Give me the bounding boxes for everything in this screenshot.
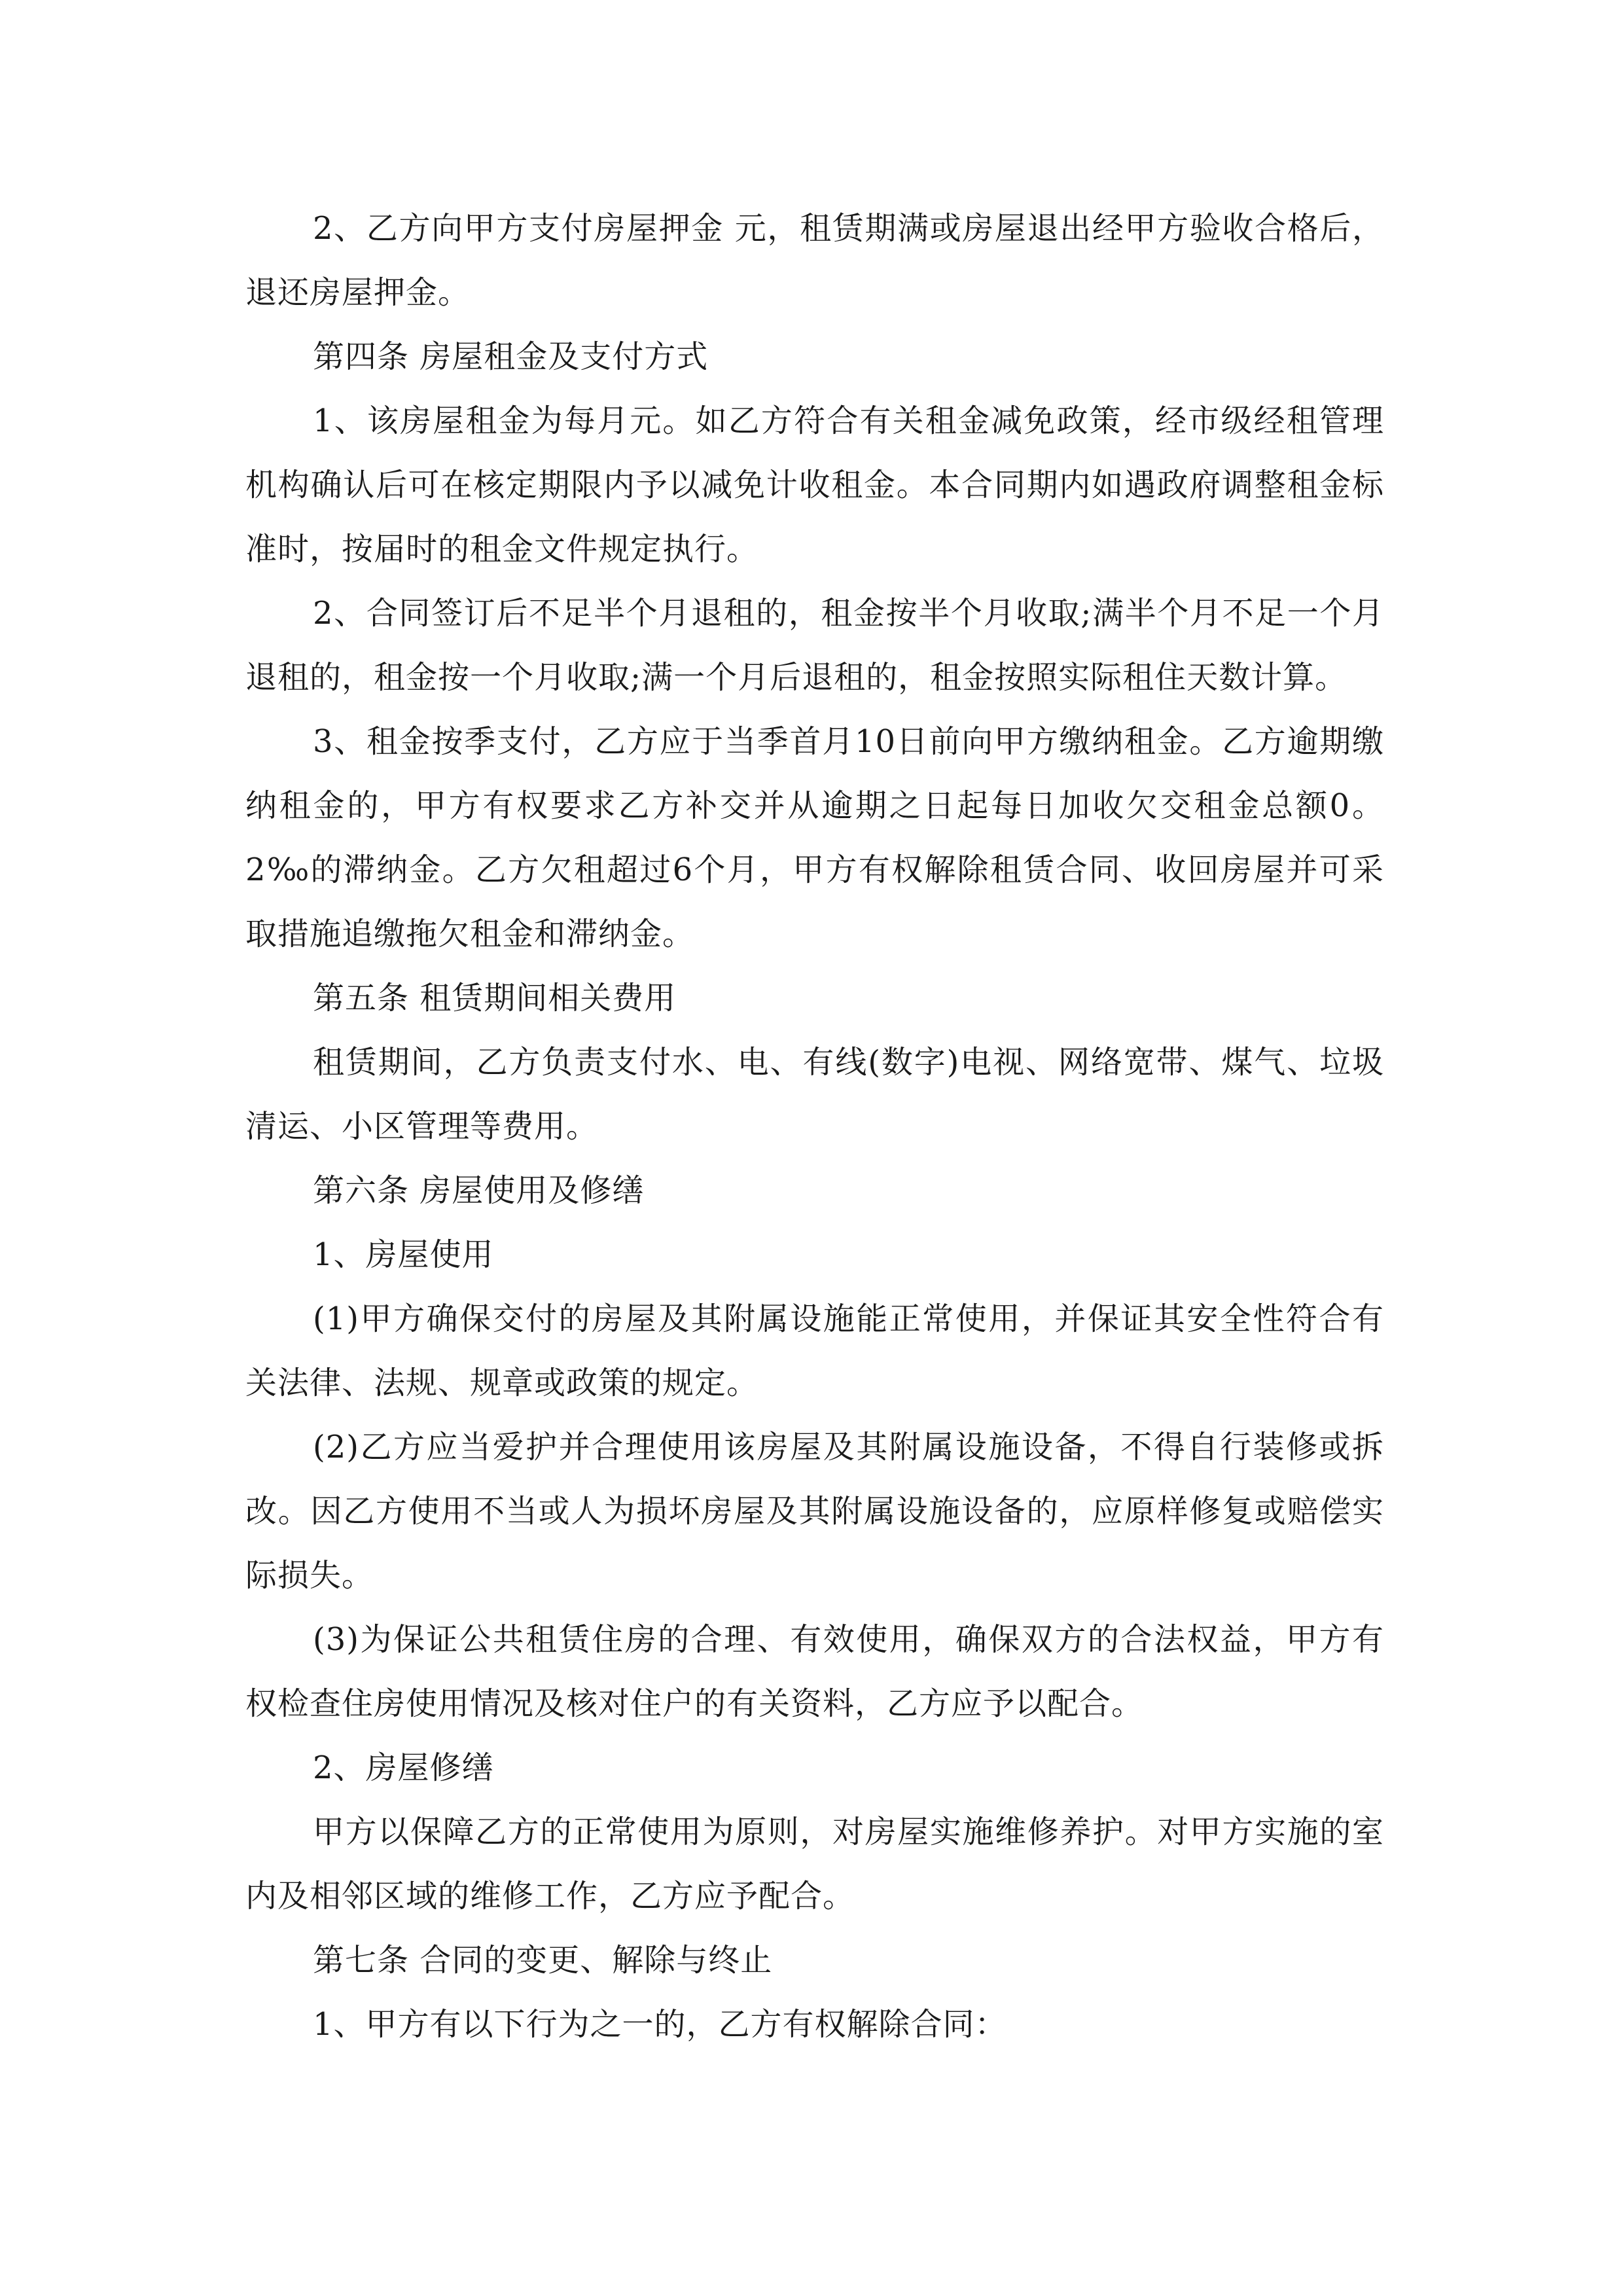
paragraph-deposit: 2、乙方向甲方支付房屋押金 元，租赁期满或房屋退出经甲方验收合格后，退还房屋押金。	[245, 210, 1384, 311]
paragraph-rent-amount: 1、该房屋租金为每月元。如乙方符合有关租金减免政策，经市级经租管理机构确认后可在核定期限内予以减免计收租金。本合同期内如遇政府调整租金标准时，按届时的租金文件规定执行。	[245, 403, 1384, 567]
paragraph-rent-termination: 2、合同签订后不足半个月退租的，租金按半个月收取;满半个月不足一个月退租的，租金按一个月收取;满一个月后退租的，租金按照实际租住天数计算。	[245, 595, 1384, 696]
heading-article-6: 第六条 房屋使用及修缮	[313, 1172, 645, 1209]
paragraph-fees: 租赁期间，乙方负责支付水、电、有线(数字)电视、网络宽带、煤气、垃圾清运、小区管理等费用。	[245, 1044, 1384, 1145]
paragraph-use-3: (3)为保证公共租赁住房的合理、有效使用，确保双方的合法权益，甲方有权检查住房使用情况及核对住户的有关资料，乙方应予以配合。	[245, 1621, 1384, 1722]
paragraph-rent-payment: 3、租金按季支付，乙方应于当季首月10日前向甲方缴纳租金。乙方逾期缴纳租金的，甲方有权要求乙方补交并从逾期之日起每日加收欠交租金总额0。2‰的滞纳金。乙方欠租超过6个月，甲方有权解除租赁合同、收回房屋并可采取措施追缴拖欠租金和滞纳金。	[245, 723, 1384, 952]
heading-article-4: 第四条 房屋租金及支付方式	[313, 338, 709, 375]
heading-article-7: 第七条 合同的变更、解除与终止	[313, 1942, 773, 1979]
paragraph-repair: 甲方以保障乙方的正常使用为原则，对房屋实施维修养护。对甲方实施的室内及相邻区域的维修工作，乙方应予配合。	[245, 1814, 1384, 1914]
document-page	[245, 196, 1384, 2056]
paragraph-termination-1: 1、甲方有以下行为之一的，乙方有权解除合同：	[313, 2006, 1007, 2043]
paragraph-use-2: (2)乙方应当爱护并合理使用该房屋及其附属设施设备，不得自行装修或拆改。因乙方使用不当或人为损坏房屋及其附属设施设备的，应原样修复或赔偿实际损失。	[245, 1429, 1384, 1594]
subheading-house-use: 1、房屋使用	[313, 1236, 494, 1273]
heading-article-5: 第五条 租赁期间相关费用	[313, 980, 677, 1016]
subheading-house-repair: 2、房屋修缮	[313, 1749, 494, 1786]
paragraph-use-1: (1)甲方确保交付的房屋及其附属设施能正常使用，并保证其安全性符合有关法律、法规、规章或政策的规定。	[245, 1300, 1384, 1401]
